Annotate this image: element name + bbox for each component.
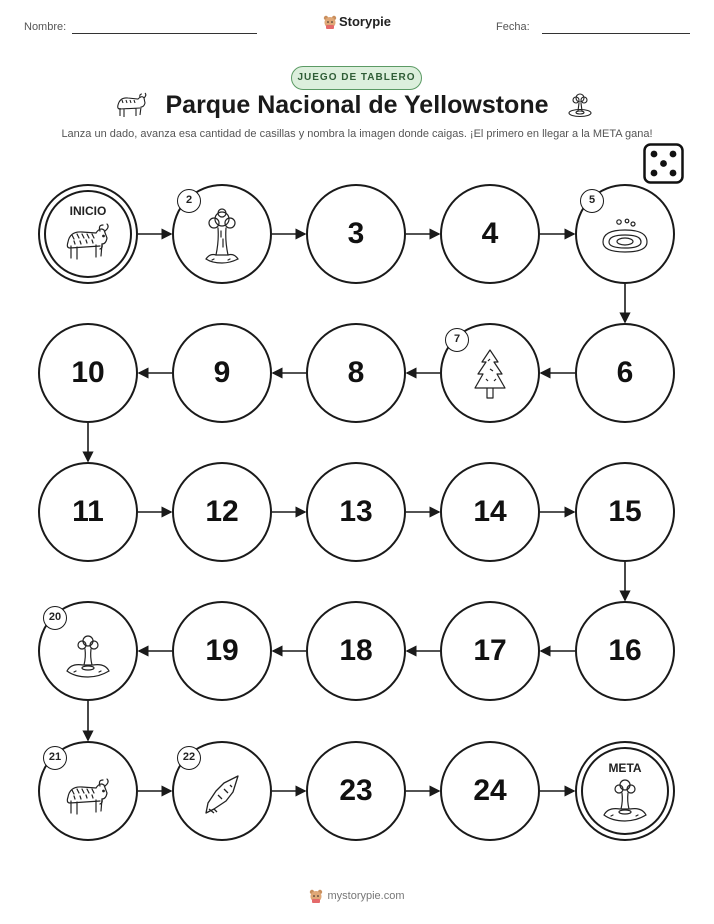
board-space-14 <box>440 462 540 562</box>
hot-spring-icon <box>599 218 651 263</box>
space-number: 6 <box>616 356 634 389</box>
space-number: 19 <box>205 634 239 667</box>
board-space-4 <box>440 184 540 284</box>
geyser-mound-icon <box>63 633 113 686</box>
space-number: 18 <box>339 634 373 667</box>
space-number: 16 <box>608 634 642 667</box>
board-space-17 <box>440 601 540 701</box>
board-space-5 <box>575 184 675 284</box>
board-space-21 <box>38 741 138 841</box>
space-number-badge: 2 <box>177 189 201 213</box>
space-number: 8 <box>347 356 365 389</box>
bear-logo-icon <box>309 889 323 903</box>
brand-name: Storypie <box>338 14 391 30</box>
arrowhead-icon <box>202 773 242 822</box>
board-space-8 <box>306 323 406 423</box>
space-number: 14 <box>473 495 507 528</box>
board-space-11 <box>38 462 138 562</box>
board-space-15 <box>575 462 675 562</box>
space-number: 11 <box>72 495 104 528</box>
date-label: Fecha: <box>496 21 530 33</box>
space-number: 9 <box>213 356 231 389</box>
start-space <box>38 184 138 284</box>
geyser-mound-icon <box>600 777 650 830</box>
start-label: INICIO <box>69 204 107 218</box>
game-type-badge: JUEGO DE TABLERO <box>291 66 422 90</box>
board-space-7 <box>440 323 540 423</box>
bison-icon <box>62 777 114 826</box>
board-space-24 <box>440 741 540 841</box>
footer-url: mystorypie.com <box>327 890 405 902</box>
space-number-badge: 21 <box>43 746 67 770</box>
board-space-13 <box>306 462 406 562</box>
board-space-12 <box>172 462 272 562</box>
space-number: 10 <box>71 356 105 389</box>
name-label: Nombre: <box>24 21 67 33</box>
space-number-badge: 22 <box>177 746 201 770</box>
space-number-badge: 20 <box>43 606 67 630</box>
space-number-badge: 5 <box>580 189 604 213</box>
geyser-icon <box>200 207 244 274</box>
bison-icon <box>62 222 114 271</box>
board-space-18 <box>306 601 406 701</box>
footer <box>0 889 714 903</box>
board-space-20 <box>38 601 138 701</box>
finish-label: META <box>608 761 642 775</box>
board-space-3 <box>306 184 406 284</box>
board-space-6 <box>575 323 675 423</box>
space-number: 4 <box>481 217 499 250</box>
space-number: 24 <box>473 774 507 807</box>
space-number: 15 <box>608 495 642 528</box>
board-space-2 <box>172 184 272 284</box>
space-number: 13 <box>339 495 373 528</box>
space-number: 12 <box>205 495 239 528</box>
board-space-19 <box>172 601 272 701</box>
space-number: 17 <box>473 634 507 667</box>
board-space-10 <box>38 323 138 423</box>
board-space-9 <box>172 323 272 423</box>
space-number: 23 <box>339 774 373 807</box>
pine-tree-icon <box>471 347 509 408</box>
board-space-22 <box>172 741 272 841</box>
board-space-16 <box>575 601 675 701</box>
page-title: Parque Nacional de Yellowstone <box>165 91 549 119</box>
space-number-badge: 7 <box>445 328 469 352</box>
board-space-23 <box>306 741 406 841</box>
space-number: 3 <box>347 217 365 250</box>
instructions: Lanza un dado, avanza esa cantidad de casillas y nombra la imagen donde caigas. ¡El primero en llegar a la META gana! <box>61 128 653 140</box>
finish-space <box>575 741 675 841</box>
